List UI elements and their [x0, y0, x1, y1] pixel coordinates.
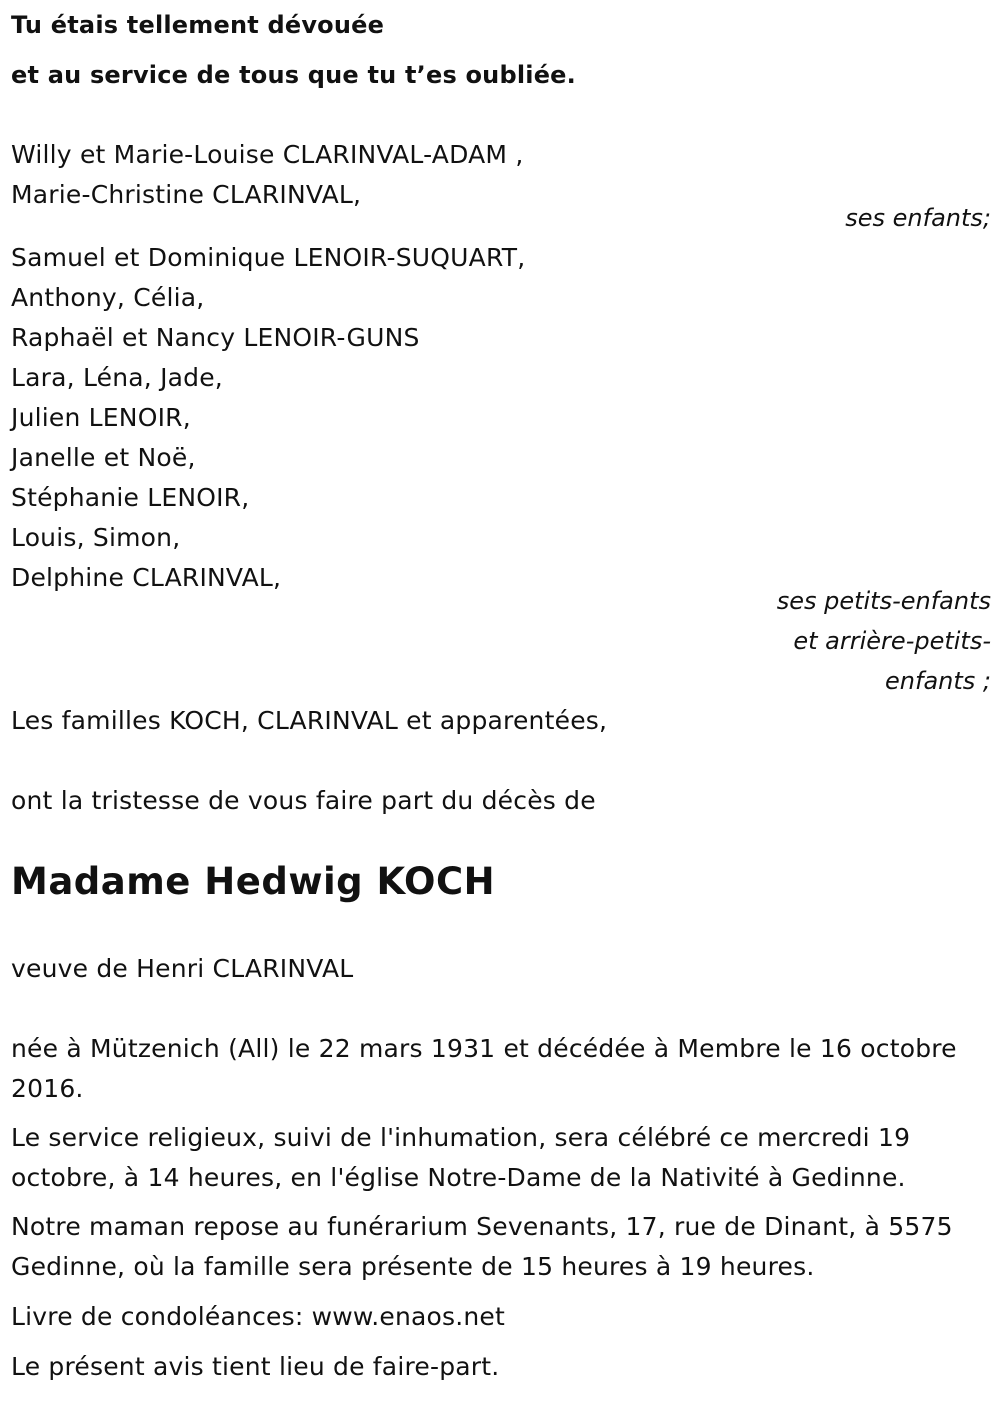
- children-line-2: Marie-Christine CLARINVAL,: [11, 180, 362, 209]
- children-role: ses enfants;: [845, 204, 991, 232]
- grandchildren-line-7: Stéphanie LENOIR,: [11, 483, 250, 512]
- grandchildren-line-6: Janelle et Noë,: [11, 443, 196, 472]
- funeral-home-line-2: Gedinne, où la famille sera présente de 15 heures à 19 heures.: [11, 1252, 815, 1281]
- children-line-1: Willy et Marie-Louise CLARINVAL-ADAM ,: [11, 140, 524, 169]
- grandchildren-line-4: Lara, Léna, Jade,: [11, 363, 223, 392]
- birth-death-line-2: 2016.: [11, 1074, 84, 1103]
- notice-line: Le présent avis tient lieu de faire-part.: [11, 1352, 500, 1381]
- epigraph-line-2: et au service de tous que tu t’es oubliée.: [11, 61, 576, 89]
- families-line: Les familles KOCH, CLARINVAL et apparentées,: [11, 706, 608, 735]
- grandchildren-line-2: Anthony, Célia,: [11, 283, 205, 312]
- epigraph-line-1: Tu étais tellement dévouée: [11, 11, 385, 39]
- grandchildren-line-3: Raphaël et Nancy LENOIR-GUNS: [11, 323, 420, 352]
- widow-of-line: veuve de Henri CLARINVAL: [11, 954, 354, 983]
- grandchildren-line-5: Julien LENOIR,: [11, 403, 191, 432]
- grandchildren-role-1: ses petits-enfants: [776, 587, 991, 615]
- grandchildren-line-9: Delphine CLARINVAL,: [11, 563, 282, 592]
- announcement-line: ont la tristesse de vous faire part du décès de: [11, 786, 596, 815]
- service-line-1: Le service religieux, suivi de l'inhumation, sera célébré ce mercredi 19: [11, 1123, 911, 1152]
- grandchildren-line-8: Louis, Simon,: [11, 523, 181, 552]
- grandchildren-role-3: enfants ;: [885, 667, 991, 695]
- birth-death-line-1: née à Mützenich (All) le 22 mars 1931 et décédée à Membre le 16 octobre: [11, 1034, 957, 1063]
- funeral-home-line-1: Notre maman repose au funérarium Sevenants, 17, rue de Dinant, à 5575: [11, 1212, 953, 1241]
- condolences-line: Livre de condoléances: www.enaos.net: [11, 1302, 506, 1331]
- service-line-2: octobre, à 14 heures, en l'église Notre-Dame de la Nativité à Gedinne.: [11, 1163, 906, 1192]
- grandchildren-line-1: Samuel et Dominique LENOIR-SUQUART,: [11, 243, 526, 272]
- deceased-name: Madame Hedwig KOCH: [11, 860, 496, 903]
- grandchildren-role-2: et arrière-petits-: [793, 627, 991, 655]
